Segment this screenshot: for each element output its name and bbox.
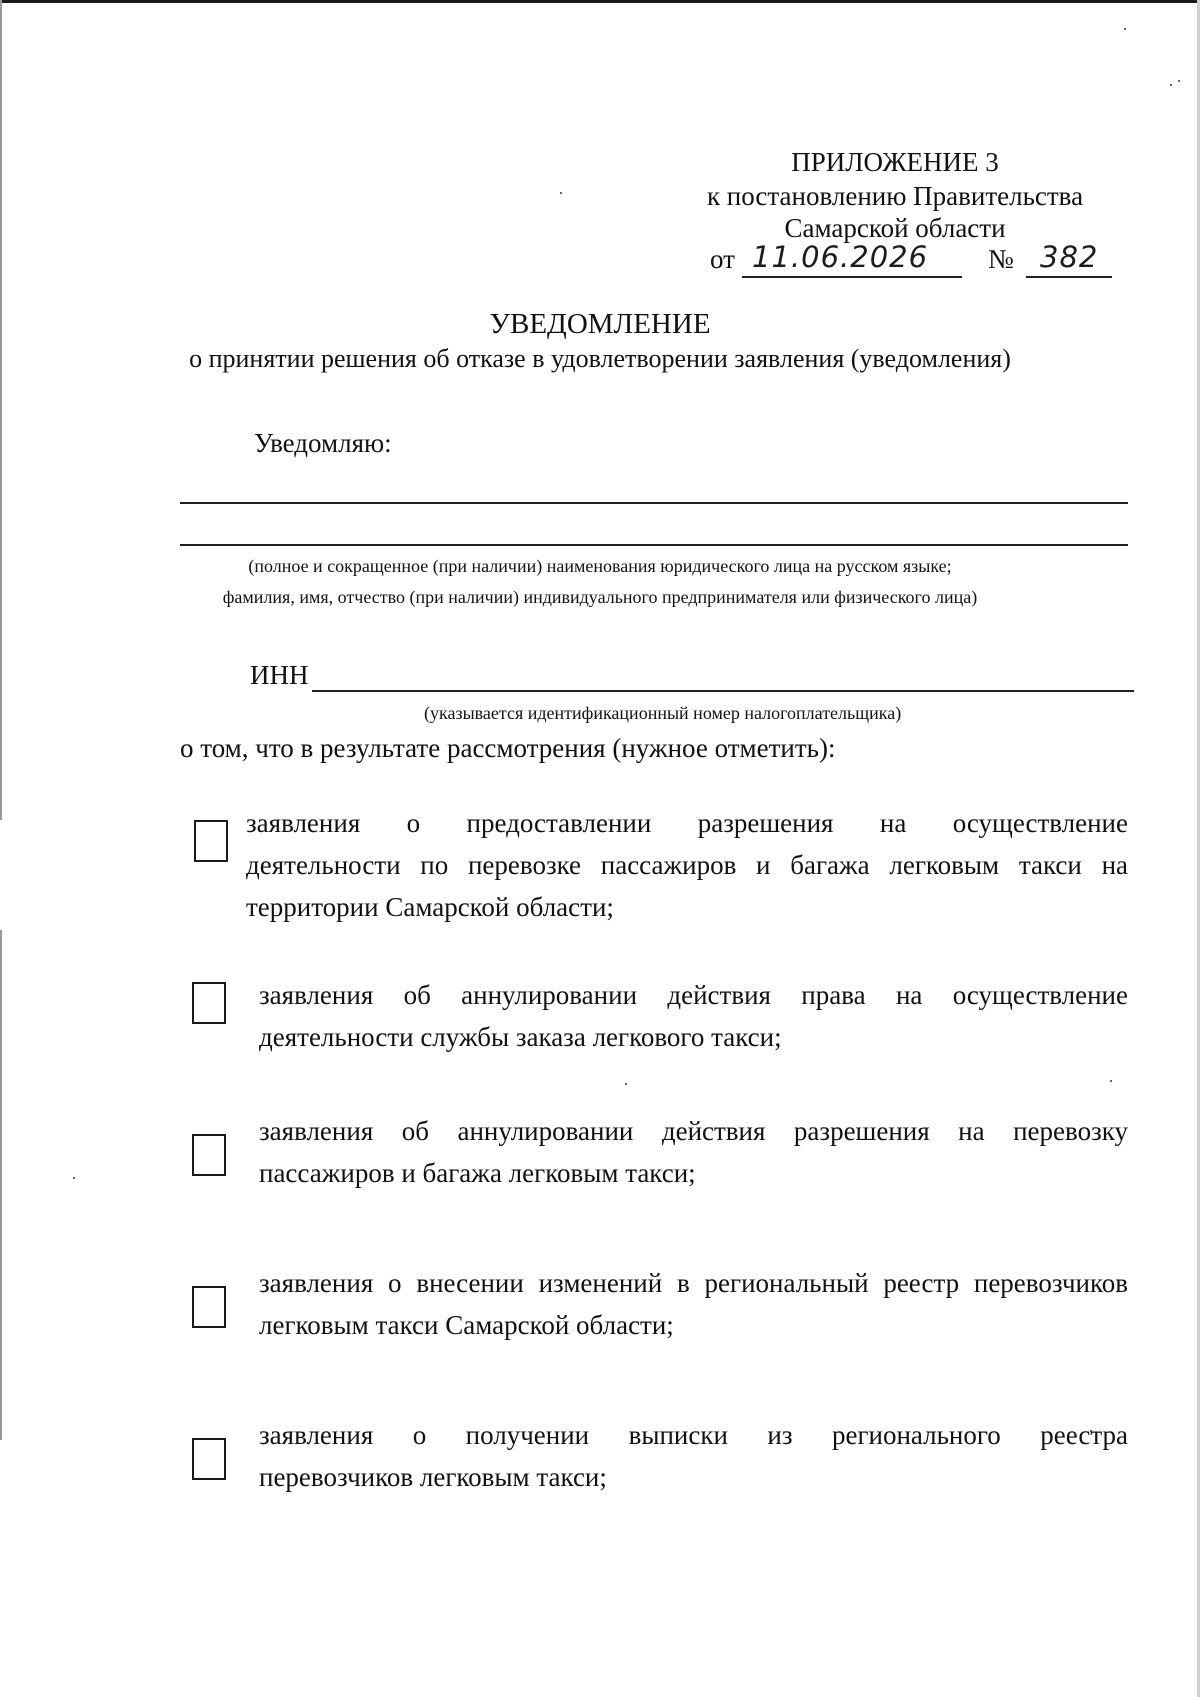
inn-field-line[interactable] bbox=[312, 690, 1134, 692]
option-5-line-2: перевозчиков легковым такси; bbox=[259, 1462, 607, 1492]
annex-region: Самарской области bbox=[784, 213, 1006, 243]
document-subtitle: о принятии решения об отказе в удовлетворении заявления (уведомления) bbox=[189, 344, 1011, 373]
applicant-caption-line2: фамилия, имя, отчество (при наличии) индивидуального предпринимателя или физического лица) bbox=[222, 587, 978, 607]
option-1-line-1: заявления о предоставлении разрешения на осуществление bbox=[246, 808, 1128, 838]
option-5-checkbox[interactable] bbox=[192, 1438, 226, 1480]
date-number-row bbox=[710, 240, 1130, 280]
scan-speck bbox=[1110, 1080, 1112, 1082]
applicant-name-field-line2[interactable] bbox=[180, 544, 1128, 546]
scan-speck bbox=[1170, 84, 1172, 86]
option-3-line-2: пассажиров и багажа легковым такси; bbox=[259, 1158, 696, 1188]
option-4-line-1: заявления о внесении изменений в региональный реестр перевозчиков bbox=[259, 1268, 1128, 1298]
date-handwritten: 11.06.2026 bbox=[752, 240, 929, 274]
options-intro: о том, что в результате рассмотрения (нужное отметить): bbox=[180, 733, 836, 763]
option-4-line-2: легковым такси Самарской области; bbox=[259, 1310, 674, 1340]
applicant-name-field-line1[interactable] bbox=[180, 502, 1128, 504]
scan-edge-top bbox=[0, 0, 1200, 3]
number-handwritten: 382 bbox=[1040, 240, 1099, 274]
option-4-text bbox=[259, 1262, 1128, 1346]
option-1-line-3: территории Самарской области; bbox=[246, 892, 614, 922]
option-2-line-1: заявления об аннулировании действия права на осуществление bbox=[259, 980, 1128, 1010]
option-5-text bbox=[259, 1414, 1128, 1498]
scan-edge-left-lower bbox=[0, 930, 2, 1440]
option-1-text bbox=[246, 802, 1128, 928]
annex-title: ПРИЛОЖЕНИЕ 3 bbox=[791, 147, 999, 177]
notify-label: Уведомляю: bbox=[254, 428, 392, 458]
scan-speck bbox=[73, 1177, 75, 1179]
inn-label: ИНН bbox=[250, 660, 309, 690]
option-2-checkbox[interactable] bbox=[192, 982, 226, 1024]
document-title: УВЕДОМЛЕНИЕ bbox=[489, 308, 711, 340]
option-3-checkbox[interactable] bbox=[192, 1134, 226, 1176]
scan-speck bbox=[625, 1083, 627, 1085]
annex-reference: к постановлению Правительства bbox=[706, 181, 1084, 211]
option-3-line-1: заявления об аннулировании действия разрешения на перевозку bbox=[259, 1116, 1128, 1146]
option-1-line-2: деятельности по перевозке пассажиров и багажа легковым такси на bbox=[246, 850, 1128, 880]
option-3-text bbox=[259, 1110, 1128, 1194]
option-4-checkbox[interactable] bbox=[192, 1286, 226, 1328]
scan-speck bbox=[1178, 80, 1180, 82]
scan-speck bbox=[560, 192, 562, 194]
option-2-text bbox=[259, 974, 1128, 1058]
applicant-caption-line1: (полное и сокращенное (при наличии) наименования юридического лица на русском языке; bbox=[248, 556, 952, 576]
option-2-line-2: деятельности службы заказа легкового такси; bbox=[259, 1022, 782, 1052]
scan-speck bbox=[1124, 28, 1126, 30]
option-1-checkbox[interactable] bbox=[194, 820, 228, 862]
option-5-line-1: заявления о получении выписки из регионального реестра bbox=[259, 1420, 1128, 1450]
date-prefix: от bbox=[710, 244, 735, 274]
scan-edge-left-upper bbox=[0, 0, 2, 820]
number-sign: № bbox=[988, 244, 1014, 274]
inn-caption: (указывается идентификационный номер налогоплательщика) bbox=[424, 703, 902, 723]
